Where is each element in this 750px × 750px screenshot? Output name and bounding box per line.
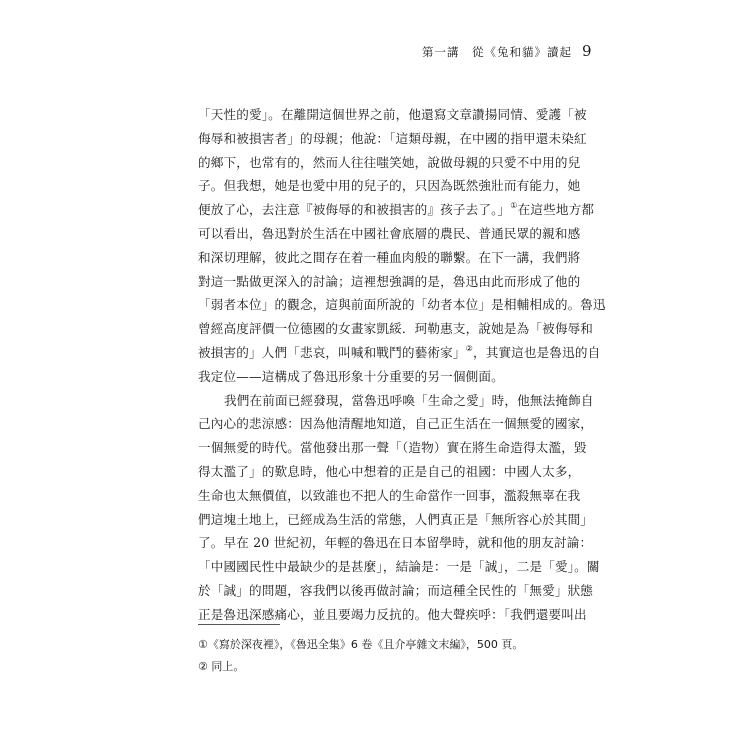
text-line: 子。但我想，她是也愛中用的兒子的，只因為既然強壯而有能力，她 <box>198 178 581 194</box>
text-line: 「弱者本位」的觀念，這與前面所說的「幼者本位」是相輔相成的。魯迅 <box>198 297 606 313</box>
footnote-divider <box>198 624 280 625</box>
running-title: 第一講 從《兔和貓》讀起 <box>422 45 572 59</box>
running-head <box>422 42 592 60</box>
text-segment: 便放了心，去注意『被侮辱的和被損害的』孩子去了。」 <box>198 202 511 218</box>
text-line: 「天性的愛」。在離開這個世界之前，他還寫文章讚揚同情、愛護「被 <box>198 107 587 122</box>
text-line: 正是魯迅深感痛心，並且要竭力反抗的。他大聲疾呼：「我們還要叫出 <box>198 606 587 622</box>
footnotes <box>198 634 568 678</box>
text-segment: ，其實這也是魯迅的自 <box>472 344 601 360</box>
text-line <box>198 198 595 222</box>
footnote-1: ①《寫於深夜裡》，《魯迅全集》6 卷《且介亭雜文末編》，500 頁。 <box>198 638 524 651</box>
text-line: 「中國國民性中最缺少的是甚麼」，結論是：一是「誠」，二是「愛」。關 <box>198 559 600 575</box>
text-line: 侮辱和被損害者」的母親；他說：「這類母親，在中國的指甲還未染紅 <box>198 130 587 146</box>
text-line: 們這塊土地上，已經成為生活的常態，人們真正是「無所容心於其間」 <box>198 511 594 527</box>
text-line: 己內心的悲涼感：因為他清醒地知道，自己正生活在一個無愛的國家， <box>198 416 594 432</box>
footnote-ref-2: ② <box>465 343 473 353</box>
text-segment: 在這些地方都 <box>517 202 595 218</box>
text-line: 曾經高度評價一位德國的女畫家凱綏．珂勒惠支，說她是為「被侮辱和 <box>198 321 594 337</box>
text-line: 我定位——這構成了魯迅形象十分重要的另一個側面。 <box>198 368 504 384</box>
body-text <box>198 103 606 627</box>
footnote-ref-1: ① <box>510 201 518 211</box>
text-line: 得太濫了」的歎息時，他心中想着的正是自己的祖國：中國人太多， <box>198 463 581 479</box>
text-line: 於「誠」的問題，容我們以後再做討論；而這種全民性的「無愛」狀態 <box>198 582 594 598</box>
text-line: 和深切理解，彼此之間存在着一種血肉般的聯繫。在下一講，我們將 <box>198 249 581 265</box>
text-line: 了。早在 20 世紀初，年輕的魯迅在日本留學時，就和他的朋友討論： <box>198 535 593 551</box>
text-line: 對這一點做更深入的討論；這裡想強調的是，魯迅由此而形成了他的 <box>198 273 581 289</box>
text-line <box>198 341 601 365</box>
page-number: 9 <box>582 42 592 60</box>
text-line: 一個無愛的時代。當他發出那一聲「（造物）實在將生命造得太濫，毀 <box>198 440 587 456</box>
text-line: 可以看出，魯迅對於生活在中國社會底層的農民、普通民眾的親和感 <box>198 225 581 241</box>
text-line: 的鄉下，也常有的，然而人往往嗤笑她，說做母親的只愛不中用的兒 <box>198 154 581 170</box>
footnote-2: ② 同上。 <box>198 660 245 673</box>
text-line: 生命也太無價值，以致誰也不把人的生命當作一回事，濫殺無辜在我 <box>198 487 581 503</box>
text-segment: 被損害的」人們「悲哀，叫喊和戰鬥的藝術家」 <box>198 344 466 360</box>
paragraph-start-line: 我們在前面已經發現，當魯迅呼喚「生命之愛」時，他無法掩飾自 <box>224 392 594 408</box>
